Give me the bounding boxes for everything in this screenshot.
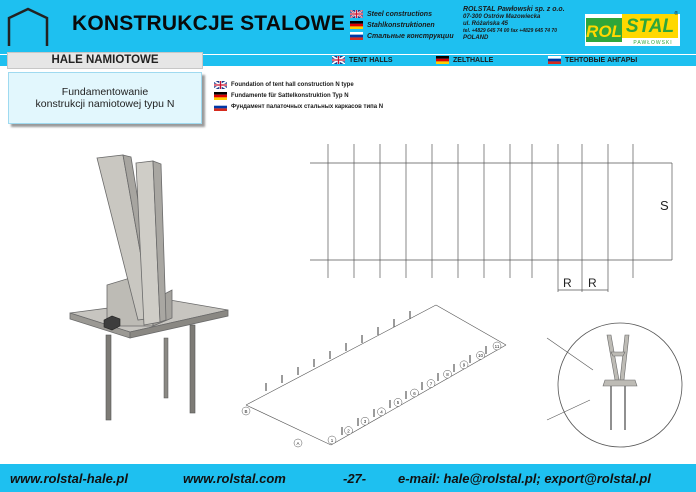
band-label-de: ZELTHALLE	[453, 56, 494, 64]
caption-line2: konstrukcji namiotowej typu N	[35, 98, 175, 110]
foundation-3d-illustration	[60, 150, 240, 430]
subtitle-de-label: Fundamente für Sattelkonstruktion Typ N	[231, 92, 349, 99]
section-title: HALE NAMIOTOWE	[7, 52, 203, 69]
band-item-en	[332, 56, 393, 64]
column-number: 7	[429, 381, 433, 387]
company-postal: 07-300 Ostrów Mazowiecka	[463, 14, 541, 20]
brand-part2: STAL	[625, 16, 675, 37]
footer-email[interactable]: e-mail: hale@rolstal.pl; export@rolstal.pl	[398, 471, 651, 486]
brand-tagline: PAWŁOWSKI	[633, 40, 673, 46]
footer-site-2[interactable]: www.rolstal.com	[183, 471, 286, 486]
subtitle-de	[214, 91, 349, 100]
language-label-ru: Стальные конструкции	[367, 32, 454, 40]
column-number: 6	[413, 390, 416, 396]
ru-flag-icon	[548, 56, 561, 64]
footer-bar	[0, 464, 696, 492]
language-row-de	[350, 20, 435, 30]
footer-site-1[interactable]: www.rolstal-hale.pl	[10, 471, 128, 486]
company-phone: tel. +4829 645 74 00 fax +4829 645 74 70	[463, 28, 557, 34]
column-number: 3	[363, 419, 367, 424]
band-label-ru: ТЕНТОВЫЕ АНГАРЫ	[565, 56, 638, 64]
spacing-label-r2: R	[588, 276, 597, 290]
anchor-rod-right	[190, 325, 195, 413]
band-item-de	[436, 56, 493, 64]
uk-flag-icon	[350, 10, 363, 18]
detail-circle	[545, 320, 685, 455]
subtitle-en	[214, 80, 354, 89]
axis-markers	[242, 342, 501, 447]
grid-lines	[310, 144, 672, 292]
plan-view-grid	[300, 140, 690, 300]
band-label-en: TENT HALLS	[349, 56, 393, 64]
caption-line1: Fundamentowanie	[61, 86, 149, 98]
column-number: 8	[446, 372, 449, 377]
ru-flag-icon	[350, 32, 363, 40]
column-number: 4	[380, 409, 383, 415]
company-name: ROLSTAL Pawłowski sp. z o.o.	[463, 6, 565, 13]
subtitle-ru-label: Фундамент палаточных стальных каркасов типа N	[231, 103, 384, 110]
column-number: 10	[477, 353, 484, 359]
de-flag-icon	[350, 21, 363, 29]
page-number: -27-	[343, 471, 367, 486]
subtitle-ru	[214, 102, 383, 111]
column-number: 9	[462, 362, 466, 368]
isometric-layout	[236, 295, 536, 455]
language-label-de: Stahlkonstruktionen	[367, 21, 435, 29]
spacing-label-r1: R	[563, 276, 572, 290]
column-number: 11	[494, 343, 500, 349]
brand-part1: ROL	[586, 22, 622, 41]
uk-flag-icon	[214, 81, 227, 89]
uk-flag-icon	[332, 56, 345, 64]
language-label-en: Steel constructions	[367, 10, 432, 18]
subtitle-en-label: Foundation of tent hall construction N type	[231, 81, 354, 88]
brand-registered: ®	[674, 11, 678, 17]
company-street: ul. Różańska 45	[463, 21, 509, 27]
corner-label: B	[244, 408, 248, 414]
de-flag-icon	[436, 56, 449, 64]
ru-flag-icon	[214, 103, 227, 111]
language-row-en	[350, 9, 432, 19]
column-number: 1	[330, 437, 334, 443]
span-label-s: S	[660, 198, 669, 213]
caption-box	[8, 72, 202, 124]
anchor-rod-left	[106, 335, 111, 420]
company-country: POLAND	[463, 35, 489, 41]
column-number: 2	[347, 428, 350, 434]
band-item-ru	[548, 56, 637, 64]
rolstal-logo	[585, 10, 680, 46]
page-title: KONSTRUKCJE STALOWE	[72, 12, 345, 35]
column-number: 5	[396, 400, 400, 406]
tent-logo-icon	[6, 6, 50, 48]
de-flag-icon	[214, 92, 227, 100]
corner-label: A	[296, 440, 300, 446]
language-row-ru	[350, 31, 454, 41]
